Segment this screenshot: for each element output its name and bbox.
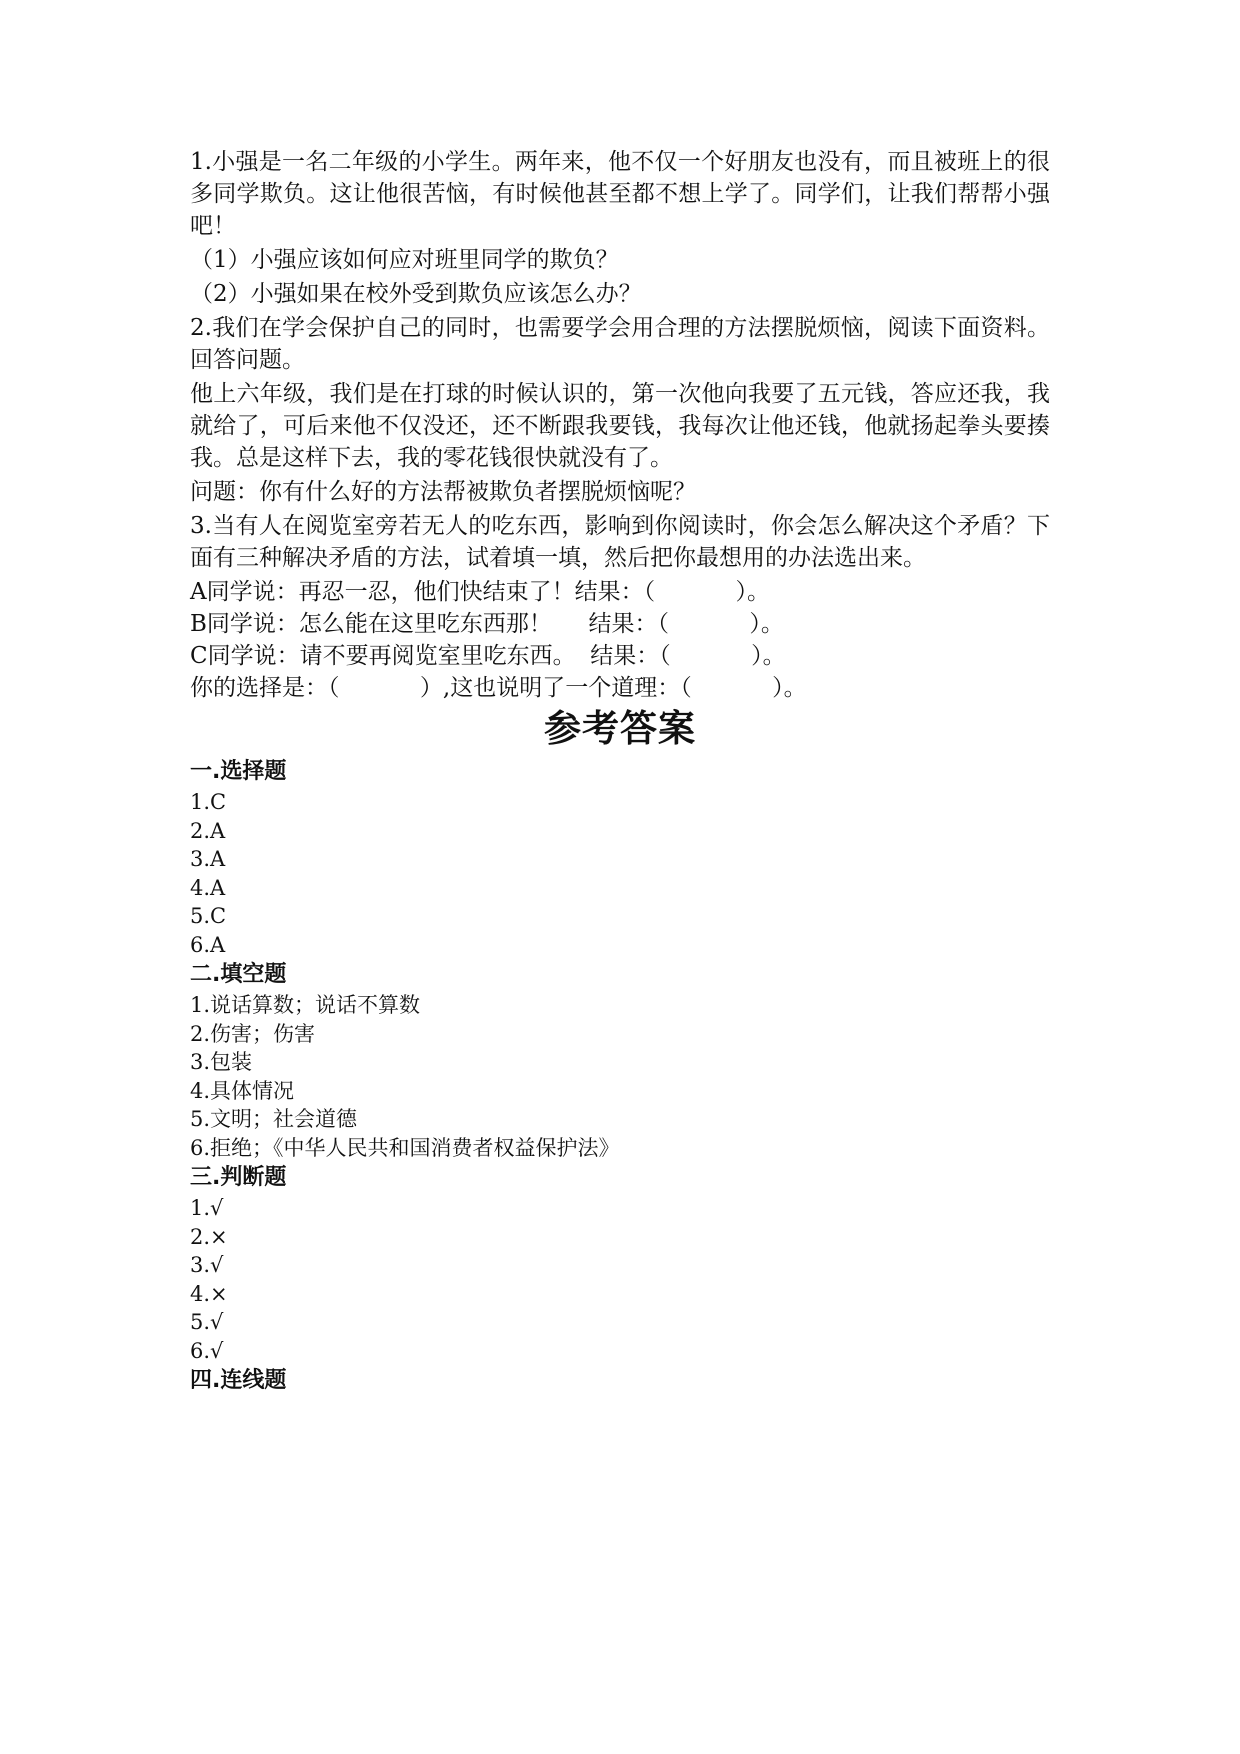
answer-item: 1.C — [190, 790, 227, 814]
answer-section-choice — [190, 756, 1050, 959]
question-3-text: 3.当有人在阅览室旁若无人的吃东西，影响到你阅读时，你会怎么解决这个矛盾？下面有三种解决矛盾的方法，试着填一填，然后把你最想用的办法选出来。 — [190, 513, 1050, 571]
answer-item: 5.√ — [190, 1310, 224, 1334]
answer-item: 2.× — [190, 1224, 228, 1249]
question-3-option-a: A同学说：再忍一忍，他们快结束了！结果：（ ）。 — [190, 579, 771, 605]
answer-section-fill-blank — [190, 959, 1050, 1162]
answers-title: 参考答案 — [544, 707, 696, 750]
answer-item: 5.文明；社会道德 — [190, 1107, 358, 1131]
question-1-sub-1: （1）小强应该如何应对班里同学的欺负？ — [190, 247, 619, 273]
question-3-option-c: C同学说：请不要再阅览室里吃东西。 结果：（ ）。 — [190, 643, 786, 669]
answer-item: 3.√ — [190, 1253, 224, 1277]
answer-item: 4.× — [190, 1281, 228, 1306]
section-heading: 三.判断题 — [190, 1165, 287, 1190]
question-1-sub-2: （2）小强如果在校外受到欺负应该怎么办？ — [190, 281, 642, 307]
section-heading: 一.选择题 — [190, 759, 287, 784]
answer-item: 3.A — [190, 847, 226, 871]
answer-item: 1.√ — [190, 1196, 224, 1220]
answer-item: 2.A — [190, 818, 226, 843]
question-2-question: 问题：你有什么好的方法帮被欺负者摆脱烦恼呢？ — [190, 479, 696, 505]
document-page — [190, 146, 1050, 1397]
answer-item: 4.具体情况 — [190, 1078, 295, 1103]
section-heading: 四.连线题 — [190, 1368, 287, 1393]
answer-section-true-false — [190, 1162, 1050, 1365]
question-2-text: 2.我们在学会保护自己的同时，也需要学会用合理的方法摆脱烦恼，阅读下面资料。回答问题。 — [190, 315, 1050, 373]
answer-item: 3.包装 — [190, 1050, 253, 1074]
answer-item: 1.说话算数；说话不算数 — [190, 993, 421, 1017]
answer-section-matching — [190, 1365, 1050, 1397]
question-3-option-b: B同学说：怎么能在这里吃东西那！ 结果：（ ）。 — [190, 611, 784, 637]
answer-item: 2.伤害；伤害 — [190, 1021, 316, 1046]
answer-item: 6.A — [190, 932, 226, 957]
answer-item: 4.A — [190, 875, 226, 900]
answer-item: 5.C — [190, 904, 227, 928]
question-3-choice: 你的选择是：（ ）,这也说明了一个道理：（ ）。 — [190, 675, 807, 701]
answer-item: 6.拒绝；《中华人民共和国消费者权益保护法》 — [190, 1135, 620, 1160]
question-1-text: 1.小强是一名二年级的小学生。两年来，他不仅一个好朋友也没有，而且被班上的很多同学欺负。这让他很苦恼，有时候他甚至都不想上学了。同学们，让我们帮帮小强吧！ — [190, 149, 1050, 239]
question-2-material: 他上六年级，我们是在打球的时候认识的，第一次他向我要了五元钱，答应还我，我就给了，可后来他不仅没还，还不断跟我要钱，我每次让他还钱，他就扬起拳头要揍我。总是这样下去，我的零花钱很快就没有了。 — [190, 381, 1050, 471]
answer-item: 6.√ — [190, 1338, 224, 1363]
section-heading: 二.填空题 — [190, 962, 287, 987]
